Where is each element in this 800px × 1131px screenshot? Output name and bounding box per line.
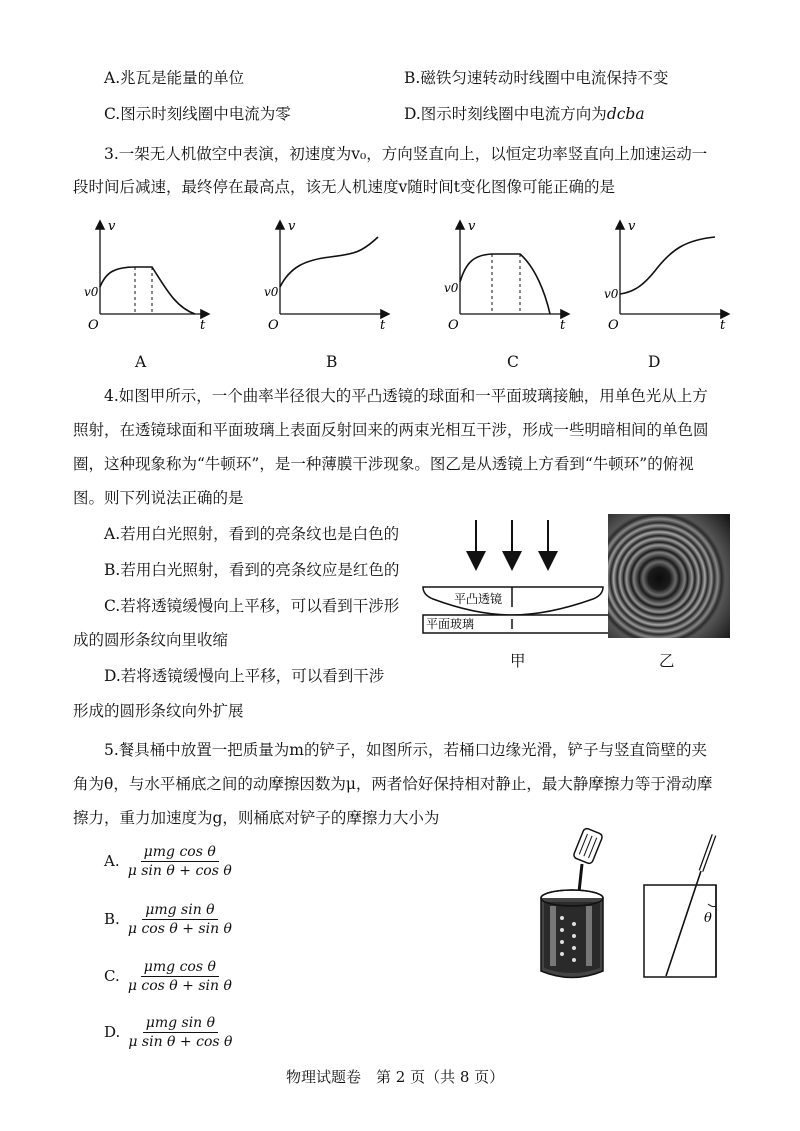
q5-option-c <box>104 959 235 994</box>
q5-option-a <box>104 844 235 879</box>
q3-choice-a: A <box>135 353 147 371</box>
q4-option-d-line1: D.若将透镜缓慢向上平移，可以看到干涉 <box>104 667 385 685</box>
graph-c-v0-label: v0 <box>444 281 459 295</box>
q3-stem-line1: 3.一架无人机做空中表演，初速度为v₀，方向竖直向上，以恒定功率竖直向上加速运动一 <box>104 145 708 163</box>
lens-label: 平凸透镜 <box>454 592 503 606</box>
q4-stem-line1: 4.如图甲所示，一个曲率半径很大的平凸透镜的球面和一平面玻璃接触，用单色光从上方 <box>104 387 708 405</box>
q2-option-b: B.磁铁匀速转动时线圈中电流保持不变 <box>404 69 669 87</box>
graph-d <box>604 219 728 333</box>
graph-d-origin: O <box>608 318 619 333</box>
graph-a-t-label: t <box>200 318 206 333</box>
graph-d-t-label: t <box>720 318 726 333</box>
graph-c-v-label: v <box>468 219 476 234</box>
figure-jia-caption: 甲 <box>510 652 526 670</box>
figure-spatula-diagram <box>636 830 736 985</box>
q5-option-a-numerator: μmg cos θ <box>141 844 219 862</box>
graph-c-origin: O <box>448 318 459 333</box>
q5-option-b <box>104 902 235 937</box>
q5-option-c-label: C. <box>104 967 120 985</box>
q4-option-c-line1: C.若将透镜缓慢向上平移，可以看到干涉形 <box>104 597 400 615</box>
q4-option-a: A.若用白光照射，看到的亮条纹也是白色的 <box>104 525 400 543</box>
glass-label: 平面玻璃 <box>426 617 475 631</box>
q5-option-d-fraction <box>125 1015 235 1050</box>
q4-option-c-line2: 成的圆形条纹向里收缩 <box>73 631 229 649</box>
q5-option-a-label: A. <box>104 852 120 870</box>
graph-c <box>444 219 568 333</box>
q4-stem-line4: 图。则下列说法正确的是 <box>73 489 244 507</box>
q2-option-d <box>404 107 645 123</box>
graph-a-v-label: v <box>108 219 116 234</box>
q5-stem-line1: 5.餐具桶中放置一把质量为m的铲子，如图所示，若桶口边缘光滑，铲子与竖直筒壁的夹 <box>104 741 707 759</box>
q5-option-a-denominator: μ sin θ + cos θ <box>127 863 232 879</box>
q3-graphs <box>70 212 730 372</box>
graph-c-t-label: t <box>560 318 566 333</box>
figure-utensil-holder <box>530 826 630 986</box>
q5-option-d <box>104 1015 235 1050</box>
q5-option-a-fraction <box>125 844 235 879</box>
q5-option-b-label: B. <box>104 910 120 928</box>
figure-yi-caption: 乙 <box>659 652 675 670</box>
page-footer: 物理试题卷 第 2 页（共 8 页） <box>286 1068 505 1086</box>
graph-b-v-label: v <box>288 219 296 234</box>
q3-stem-line2: 段时间后减速，最终停在最高点，该无人机速度v随时间t变化图像可能正确的是 <box>73 178 615 196</box>
q4-stem-line2: 照射，在透镜球面和平面玻璃上表面反射回来的两束光相互干涉，形成一些明暗相间的单色圆 <box>73 421 709 439</box>
graph-b-origin: O <box>268 318 279 333</box>
q2-option-d-text: D.图示时刻线圈中电流方向为 <box>404 105 607 123</box>
graph-b <box>264 219 388 333</box>
q5-option-d-denominator: μ sin θ + cos θ <box>128 1034 233 1050</box>
graph-a <box>84 219 208 333</box>
q5-option-c-fraction <box>125 959 235 994</box>
q5-option-c-numerator: μmg cos θ <box>141 959 219 977</box>
q5-stem-line2: 角为θ，与水平桶底之间的动摩擦因数为μ，两者恰好保持相对静止，最大静摩擦力等于滑动摩 <box>73 775 713 793</box>
theta-label: θ <box>704 911 712 926</box>
graph-a-origin: O <box>88 318 99 333</box>
graph-b-v0-label: v0 <box>264 285 279 299</box>
q3-choice-b: B <box>326 353 338 371</box>
q3-choice-c: C <box>507 353 519 371</box>
q3-choice-d: D <box>648 353 661 371</box>
figure-jia-newton-rings-setup <box>418 515 618 640</box>
figure-yi-newton-rings-photo <box>608 514 730 638</box>
q5-option-c-denominator: μ cos θ + sin θ <box>127 978 232 994</box>
q5-option-d-numerator: μmg sin θ <box>143 1015 218 1033</box>
q2-option-c: C.图示时刻线圈中电流为零 <box>104 105 291 123</box>
q4-option-b: B.若用白光照射，看到的亮条纹应是红色的 <box>104 561 400 579</box>
q2-option-a: A.兆瓦是能量的单位 <box>104 69 245 87</box>
q5-option-b-denominator: μ cos θ + sin θ <box>127 921 232 937</box>
q4-option-d-line2: 形成的圆形条纹向外扩展 <box>73 702 244 720</box>
graph-d-v-label: v <box>628 219 636 234</box>
q4-stem-line3: 圈，这种现象称为“牛顿环”，是一种薄膜干涉现象。图乙是从透镜上方看到“牛顿环”的俯视 <box>73 455 694 473</box>
graph-b-t-label: t <box>380 318 386 333</box>
q5-option-b-fraction <box>125 902 235 937</box>
graph-a-v0-label: v0 <box>84 285 99 299</box>
graph-d-v0-label: v0 <box>604 287 619 301</box>
q2-option-d-var: dcba <box>606 105 645 123</box>
q5-option-b-numerator: μmg sin θ <box>142 902 217 920</box>
q5-stem-line3: 擦力，重力加速度为g，则桶底对铲子的摩擦力大小为 <box>73 809 440 827</box>
q5-option-d-label: D. <box>104 1023 121 1041</box>
